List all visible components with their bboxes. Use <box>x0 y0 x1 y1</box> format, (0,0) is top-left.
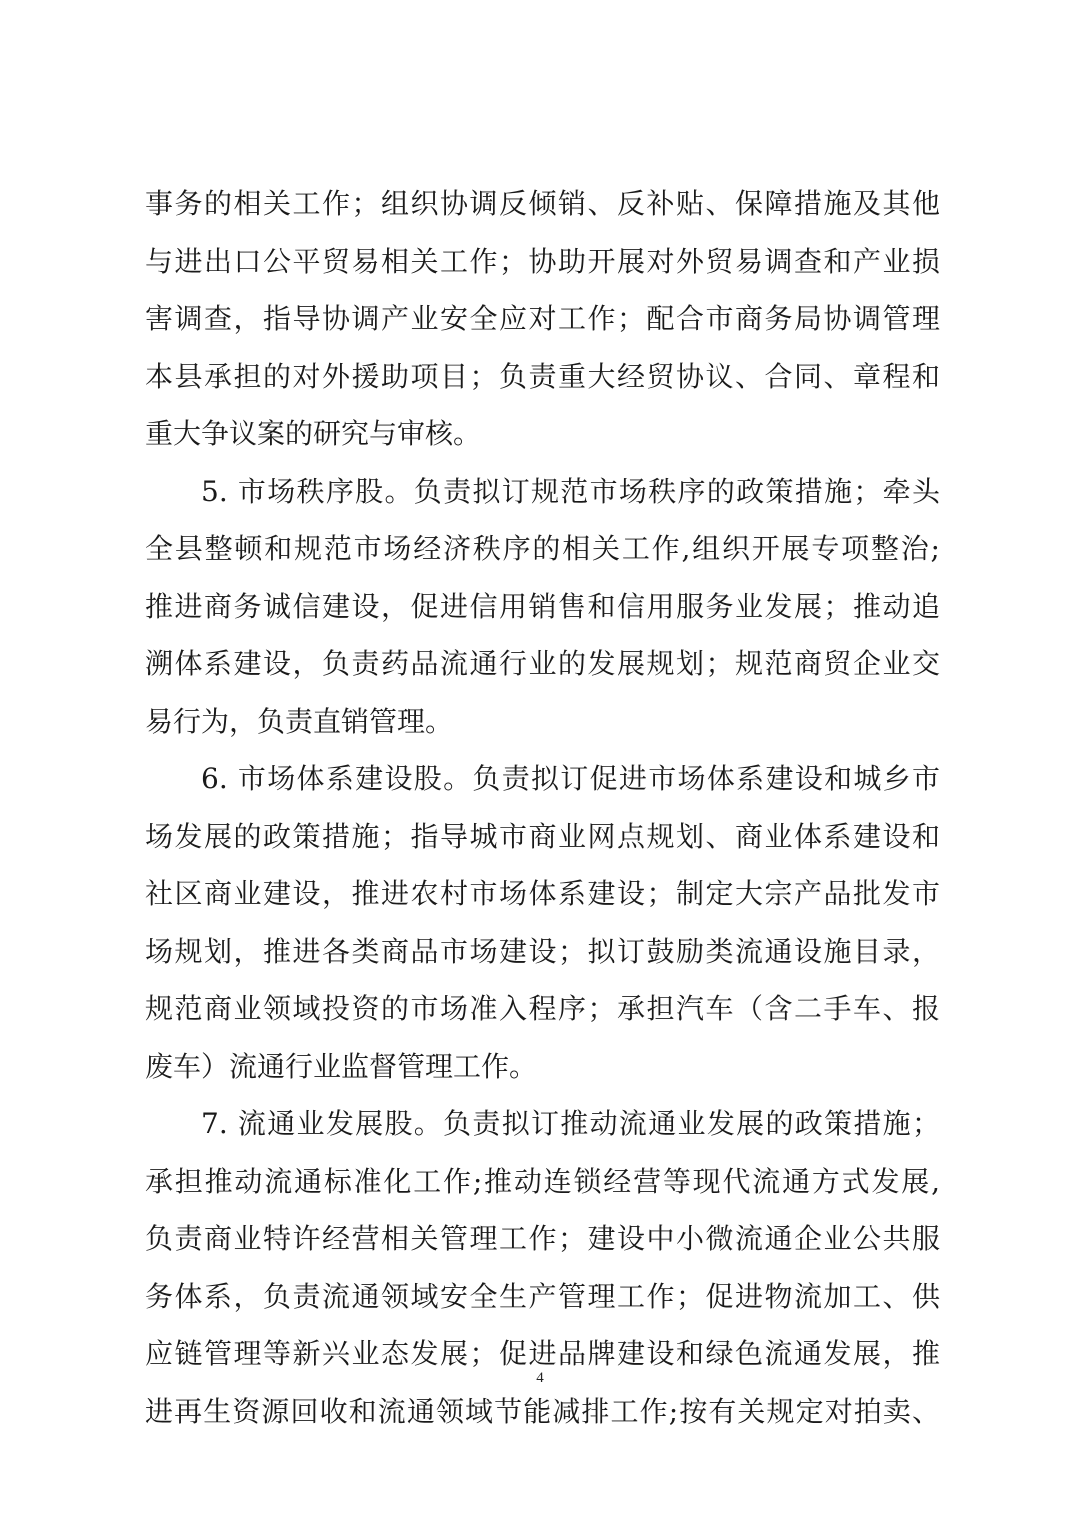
text-line: 负责商业特许经营相关管理工作；建设中小微流通企业公共服 <box>145 1222 940 1255</box>
text-line: 应链管理等新兴业态发展；促进品牌建设和绿色流通发展，推 <box>145 1337 940 1370</box>
text-line: 承担推动流通标准化工作;推动连锁经营等现代流通方式发展, <box>145 1164 940 1198</box>
text-line: 推进商务诚信建设，促进信用销售和信用服务业发展；推动追 <box>145 589 940 623</box>
text-line: 进再生资源回收和流通领域节能减排工作;按有关规定对拍卖、 <box>145 1394 940 1428</box>
text-line: 场发展的政策措施；指导城市商业网点规划、商业体系建设和 <box>145 819 940 853</box>
text-line: 场规划，推进各类商品市场建设；拟订鼓励类流通设施目录， <box>145 934 940 968</box>
text-line: 全县整顿和规范市场经济秩序的相关工作,组织开展专项整治; <box>145 532 940 565</box>
body-text <box>145 175 940 1440</box>
text-line: 事务的相关工作；组织协调反倾销、反补贴、保障措施及其他 <box>145 187 940 220</box>
text-line: 重大争议案的研究与审核。 <box>145 417 482 450</box>
text-line: 规范商业领域投资的市场准入程序；承担汽车（含二手车、报 <box>145 992 940 1025</box>
text-line: 害调查，指导协调产业安全应对工作；配合市商务局协调管理 <box>145 302 940 335</box>
text-line: 废车）流通行业监督管理工作。 <box>145 1049 538 1083</box>
text-line: 5. 市场秩序股。负责拟订规范市场秩序的政策措施；牵头 <box>201 474 940 508</box>
text-line: 溯体系建设，负责药品流通行业的发展规划；规范商贸企业交 <box>145 647 940 680</box>
text-line: 7. 流通业发展股。负责拟订推动流通业发展的政策措施； <box>201 1107 940 1140</box>
text-line: 社区商业建设，推进农村市场体系建设；制定大宗产品批发市 <box>145 877 940 910</box>
text-line: 易行为，负责直销管理。 <box>145 704 454 738</box>
text-line: 本县承担的对外援助项目；负责重大经贸协议、合同、章程和 <box>145 359 940 393</box>
page-number: 4 <box>536 1370 544 1386</box>
text-line: 务体系，负责流通领域安全生产管理工作；促进物流加工、供 <box>145 1279 940 1313</box>
text-line: 6. 市场体系建设股。负责拟订促进市场体系建设和城乡市 <box>201 762 940 795</box>
text-line: 与进出口公平贸易相关工作；协助开展对外贸易调查和产业损 <box>145 244 940 278</box>
